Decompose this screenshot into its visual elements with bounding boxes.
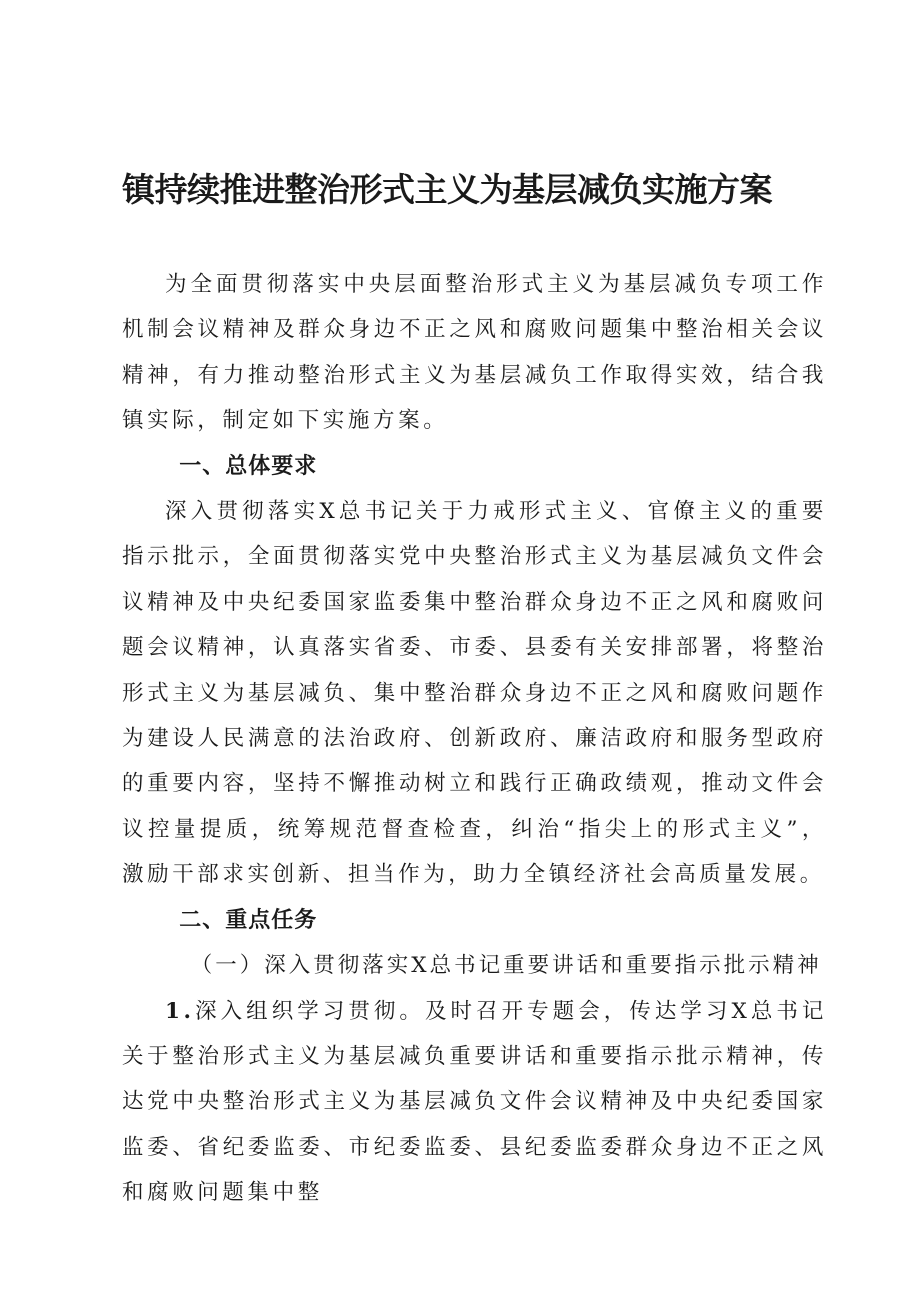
document-title: 镇持续推进整治形式主义为基层减负实施方案 (122, 170, 772, 209)
section-heading-key-tasks: 二、重点任务 (179, 907, 318, 933)
intro-paragraph: 为全面贯彻落实中央层面整治形式主义为基层减负专项工作机制会议精神及群众身边不正之风和腐败问题集中整治相关会议精神，有力推动整治形式主义为基层减负工作取得实效，结合我镇实际，制定如下实施方案。 (122, 272, 827, 434)
subsection-heading: （一）深入贯彻落实X总书记重要讲话和重要指示批示精神 (190, 953, 822, 979)
task-item-1 (122, 989, 827, 1216)
document-body (122, 262, 827, 1216)
task-item-1-number: 1. (165, 998, 195, 1024)
task-item-1-text: 深入组织学习贯彻。及时召开专题会，传达学习X总书记关于整治形式主义为基层减负重要讲话和重要指示批示精神，传达党中央整治形式主义为基层减负文件会议精神及中央纪委国家监委、省纪委监委、市纪委监委、县纪委监委群众身边不正之风和腐败问题集中整 (122, 998, 827, 1206)
general-requirements-paragraph: 深入贯彻落实X总书记关于力戒形式主义、官僚主义的重要指示批示，全面贯彻落实党中央整治形式主义为基层减负文件会议精神及中央纪委国家监委集中整治群众身边不正之风和腐败问题会议精神，认真落实省委、市委、县委有关安排部署，将整治形式主义为基层减负、集中整治群众身边不正之风和腐败问题作为建设人民满意的法治政府、创新政府、廉洁政府和服务型政府的重要内容，坚持不懈推动树立和践行正确政绩观，推动文件会议控量提质，统筹规范督查检查，纠治“指尖上的形式主义”，激励干部求实创新、担当作为，助力全镇经济社会高质量发展。 (122, 499, 827, 888)
section-heading-general-requirements: 一、总体要求 (179, 453, 318, 479)
